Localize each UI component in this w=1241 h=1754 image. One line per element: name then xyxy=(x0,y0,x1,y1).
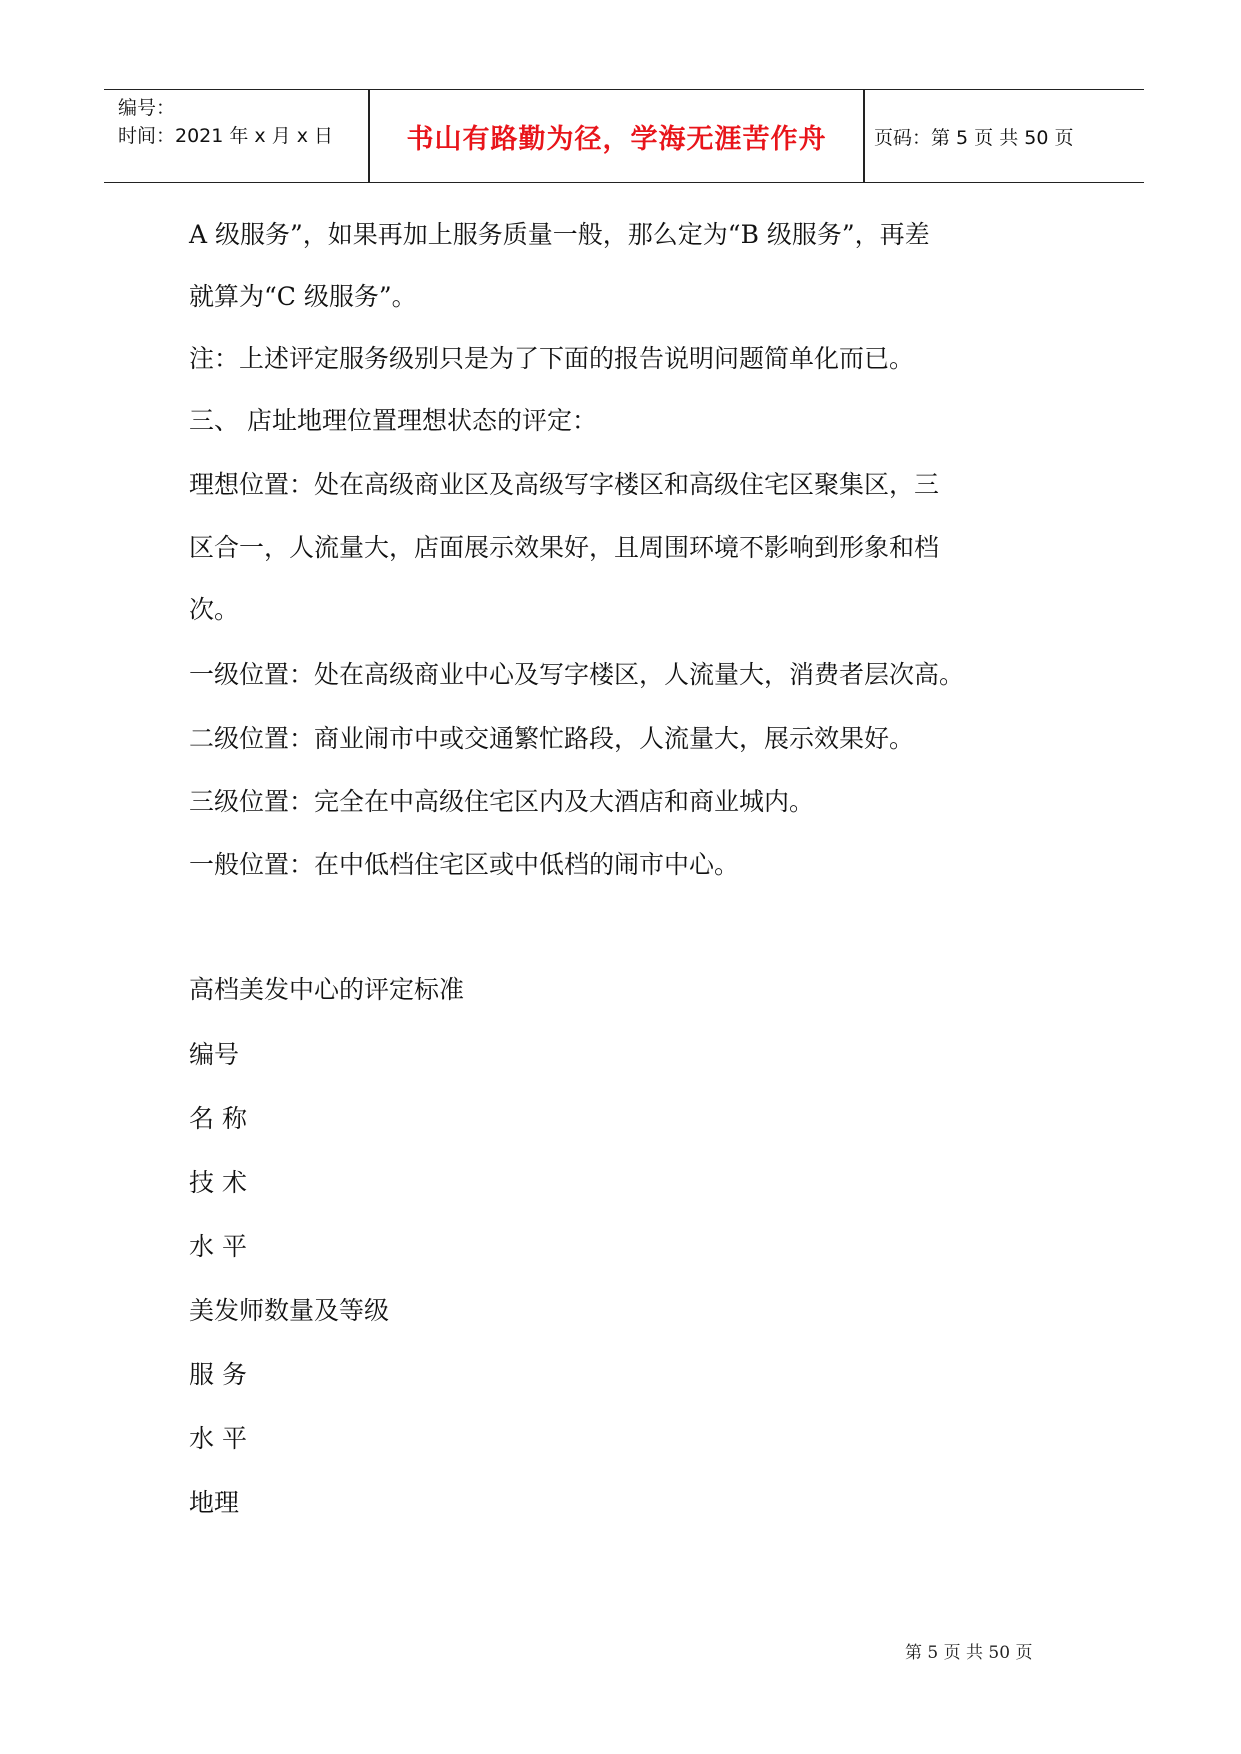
header-meta xyxy=(118,94,368,150)
table-label: 技 术 xyxy=(189,1168,247,1197)
time-label: 时间：2021 年 x 月 x 日 xyxy=(118,125,334,147)
table-label: 水 平 xyxy=(189,1232,247,1261)
table-label: 水 平 xyxy=(189,1424,247,1453)
page-header xyxy=(104,89,1144,183)
table-label: 名 称 xyxy=(189,1104,247,1133)
body-line: A 级服务”，如果再加上服务质量一般，那么定为“B 级服务”，再差 xyxy=(189,220,930,249)
body-line: 一级位置：处在高级商业中心及写字楼区，人流量大，消费者层次高。 xyxy=(189,660,965,689)
body-line: 注：上述评定服务级别只是为了下面的报告说明问题简单化而已。 xyxy=(189,344,915,373)
section-heading: 三、 店址地理位置理想状态的评定： xyxy=(189,406,597,435)
body-line: 次。 xyxy=(189,595,240,624)
header-motto: 书山有路勤为径，学海无涯苦作舟 xyxy=(406,123,827,155)
body-line: 就算为“C 级服务”。 xyxy=(189,282,417,311)
body-line: 区合一，人流量大，店面展示效果好，且周围环境不影响到形象和档 xyxy=(189,533,940,562)
header-divider-right xyxy=(863,90,865,182)
body-line: 一般位置：在中低档住宅区或中低档的闹市中心。 xyxy=(189,850,740,879)
table-title: 高档美发中心的评定标准 xyxy=(189,975,465,1004)
body-line: 二级位置：商业闹市中或交通繁忙路段，人流量大，展示效果好。 xyxy=(189,724,915,753)
table-label: 地理 xyxy=(189,1488,240,1517)
body-line: 理想位置：处在高级商业区及高级写字楼区和高级住宅区聚集区，三 xyxy=(189,470,940,499)
table-label: 服 务 xyxy=(189,1360,247,1389)
header-page-number: 页码：第 5 页 共 50 页 xyxy=(874,126,1074,149)
body-line: 三级位置：完全在中高级住宅区内及大酒店和商业城内。 xyxy=(189,787,815,816)
serial-label: 编号： xyxy=(118,97,176,119)
table-label: 美发师数量及等级 xyxy=(189,1296,390,1325)
page-footer: 第 5 页 共 50 页 xyxy=(905,1643,1033,1663)
table-label: 编号 xyxy=(189,1040,240,1069)
